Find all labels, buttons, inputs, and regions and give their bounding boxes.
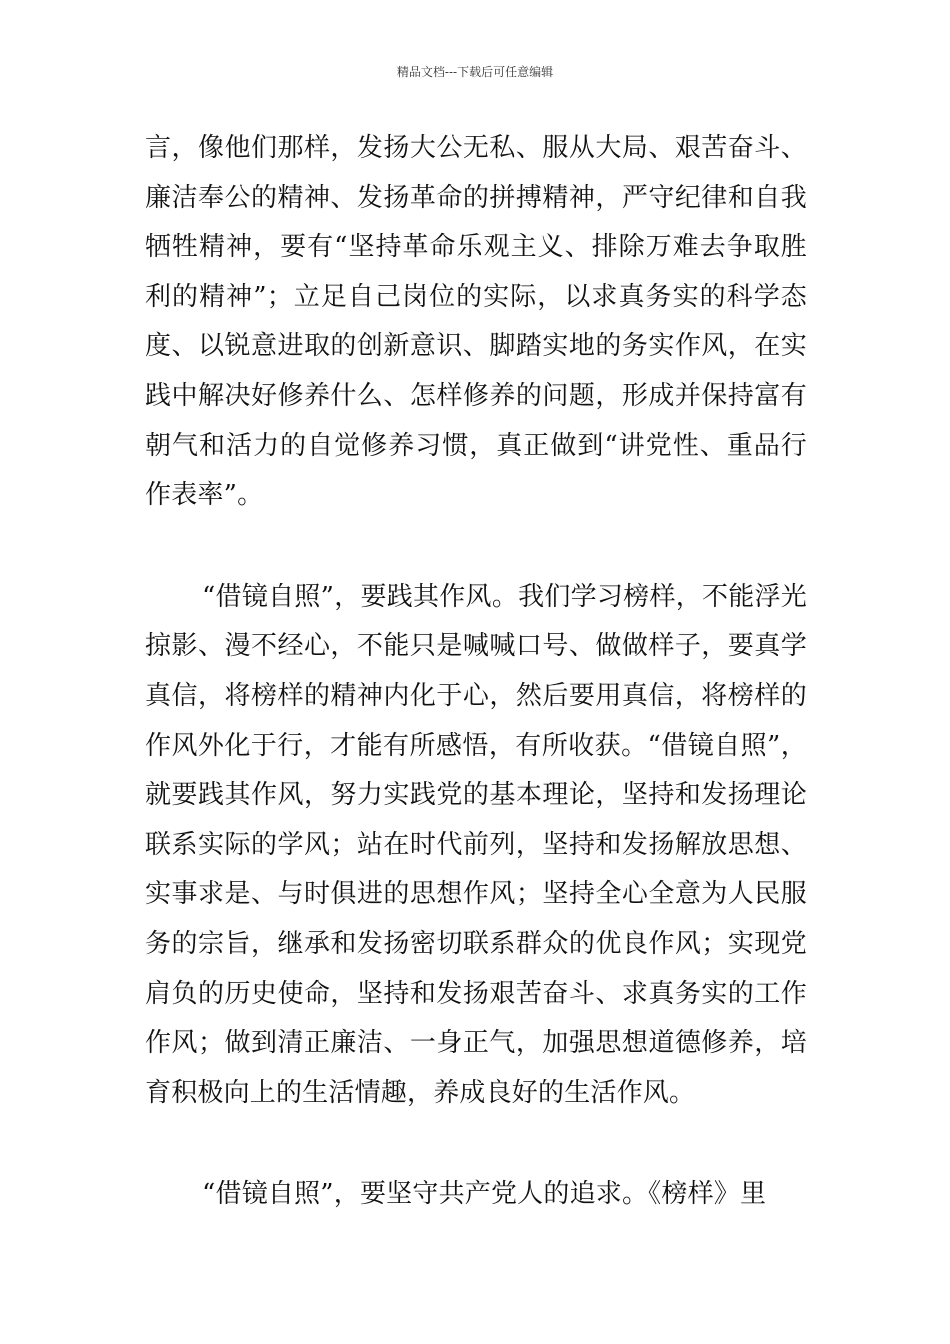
paragraph-1: 言，像他们那样，发扬大公无私、服从大局、艰苦奋斗、廉洁奉公的精神、发扬革命的拼搏精神，严守纪律和自我牺牲精神，要有“坚持革命乐观主义、排除万难去争取胜利的精神”；立足自己岗位的实际，以求真务实的科学态度、以锐意进取的创新意识、脚踏实地的务实作风，在实践中解决好修养什么、怎样修养的问题，形成并保持富有朝气和活力的自觉修养习惯，真正做到“讲党性、重品行作表率”。: [145, 133, 807, 511]
paragraph-3: “借镜自照”，要坚守共产党人的追求。《榜样》里: [202, 1179, 767, 1210]
paragraph-gap: [145, 1118, 807, 1170]
paragraph-gap: [145, 521, 807, 573]
document-body: [145, 124, 807, 1220]
page-header: 精品文档---下载后可任意编辑: [396, 65, 554, 79]
paragraph-2: “借镜自照”，要践其作风。我们学习榜样，不能浮光掠影、漫不经心，不能只是喊喊口号、做做样子，要真学真信，将榜样的精神内化于心，然后要用真信，将榜样的作风外化于行，才能有所感悟，有所收获。“借镜自照”，就要践其作风，努力实践党的基本理论，坚持和发扬理论联系实际的学风；站在时代前列，坚持和发扬解放思想、实事求是、与时俱进的思想作风；坚持全心全意为人民服务的宗旨，继承和发扬密切联系群众的优良作风；实现党肩负的历史使命，坚持和发扬艰苦奋斗、求真务实的工作作风；做到清正廉洁、一身正气，加强思想道德修养，培育积极向上的生活情趣，养成良好的生活作风。: [145, 581, 807, 1108]
